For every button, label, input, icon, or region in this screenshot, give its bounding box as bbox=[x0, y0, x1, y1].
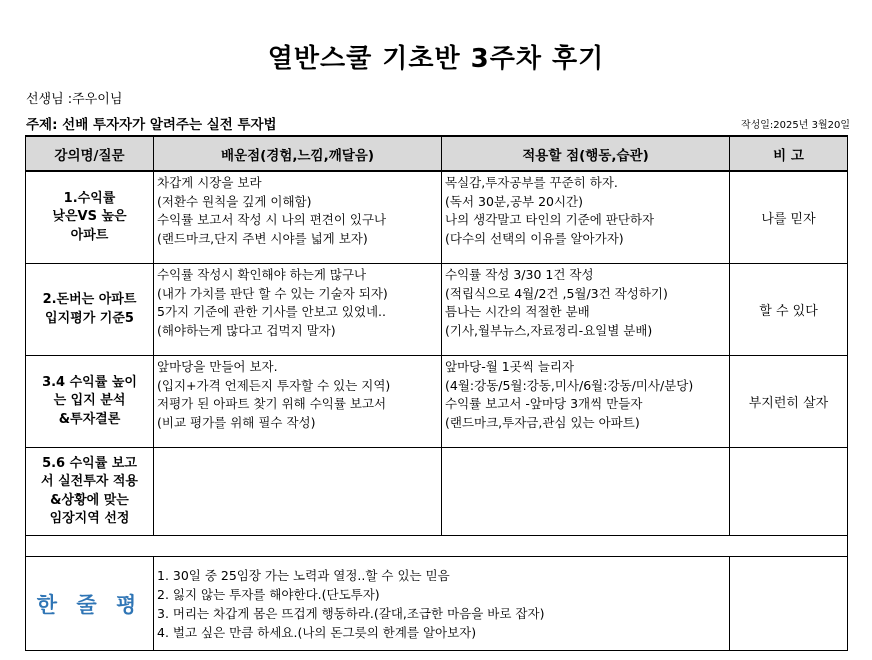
lecture-title-line: 입지평가 기준5 bbox=[45, 310, 134, 326]
learned-line: (비교 평가를 위해 필수 작성) bbox=[157, 414, 316, 430]
lecture-title-line: &상황에 맞는 bbox=[50, 492, 129, 508]
column-header-apply: 적용할 점(행동,습관) bbox=[442, 136, 730, 171]
apply-cell bbox=[442, 171, 730, 264]
summary-line: 1. 30일 중 25임장 가는 노력과 열정..할 수 있는 믿음 bbox=[157, 567, 450, 583]
learned-line: 저평가 된 아파트 찾기 위해 수익률 보고서 bbox=[157, 396, 387, 411]
lecture-title-cell bbox=[26, 171, 154, 264]
spacer-cell bbox=[26, 536, 848, 557]
apply-line: 수익률 보고서 -앞마당 3개씩 만들자 bbox=[445, 396, 643, 411]
learned-cell bbox=[154, 171, 442, 264]
learned-line: 5가지 기준에 관한 기사를 안보고 있었네.. bbox=[157, 304, 386, 319]
summary-line: 4. 벌고 싶은 만큼 하세요.(나의 돈그릇의 한계를 알아보자) bbox=[157, 624, 477, 640]
table-row bbox=[26, 171, 848, 264]
lecture-title-line: 2.돈버는 아파트 bbox=[42, 292, 137, 307]
lecture-title-cell bbox=[26, 356, 154, 448]
learned-line: 차갑게 시장을 보라 bbox=[157, 175, 262, 190]
lecture-title-line: 는 입지 분석 bbox=[53, 393, 126, 409]
note-cell: 부지런히 살자 bbox=[730, 356, 848, 448]
apply-line: (기사,월부뉴스,자료정리-요일별 분배) bbox=[445, 322, 653, 338]
summary-line: 3. 머리는 차갑게 몸은 뜨겁게 행동하라.(갈대,조급한 마음을 바로 잡자) bbox=[157, 605, 545, 621]
note-cell: 나를 믿자 bbox=[730, 171, 848, 264]
lecture-title-line: 아파트 bbox=[70, 227, 109, 243]
learned-line: 앞마당을 만들어 보자. bbox=[157, 359, 278, 374]
lecture-title-line: &투자결론 bbox=[58, 411, 121, 427]
apply-line: (다수의 선택의 이유를 알아가자) bbox=[445, 230, 624, 246]
learned-cell bbox=[154, 264, 442, 356]
summary-note-cell bbox=[730, 557, 848, 651]
learned-line: (해야하는게 많다고 겁먹지 말자) bbox=[157, 322, 336, 338]
learned-cell bbox=[154, 356, 442, 448]
apply-line: 수익률 작성 3/30 1건 작성 bbox=[445, 267, 594, 282]
learned-line: (내가 가치를 판단 할 수 있는 기술자 되자) bbox=[157, 285, 388, 301]
apply-cell bbox=[442, 264, 730, 356]
lecture-title-line: 5.6 수익률 보고 bbox=[42, 455, 137, 471]
apply-cell bbox=[442, 356, 730, 448]
lecture-title-line: 서 실전투자 적용 bbox=[41, 474, 138, 489]
column-header-note: 비 고 bbox=[730, 136, 848, 171]
summary-row bbox=[26, 557, 848, 651]
table-header-row bbox=[26, 136, 848, 171]
learned-line: (저환수 원칙을 깊게 이해함) bbox=[157, 193, 312, 209]
lecture-title-line: 낮은VS 높은 bbox=[52, 209, 127, 225]
lecture-title-line: 임장지역 선정 bbox=[49, 511, 130, 526]
written-date: 작성일:2025년 3월20일 bbox=[740, 120, 850, 131]
summary-line: 2. 잃지 않는 투자를 해야한다.(단도투자) bbox=[157, 586, 380, 602]
note-cell bbox=[730, 448, 848, 536]
lecture-title-cell bbox=[26, 448, 154, 536]
note-cell: 할 수 있다 bbox=[730, 264, 848, 356]
learned-line: 수익률 보고서 작성 시 나의 편견이 있구나 bbox=[157, 212, 387, 227]
apply-line: 앞마당-월 1곳씩 늘리자 bbox=[445, 359, 575, 374]
table-row bbox=[26, 448, 848, 536]
learned-cell bbox=[154, 448, 442, 536]
apply-line: 틈나는 시간의 적절한 분배 bbox=[445, 304, 590, 319]
lecture-title-cell bbox=[26, 264, 154, 356]
apply-line: 목실감,투자공부를 꾸준히 하자. bbox=[445, 175, 618, 190]
column-header-learned: 배운점(경험,느낌,깨달음) bbox=[154, 136, 442, 171]
lecture-title-line: 3.4 수익률 높이 bbox=[42, 374, 137, 390]
apply-line: (랜드마크,투자금,관심 있는 아파트) bbox=[445, 414, 640, 430]
apply-cell bbox=[442, 448, 730, 536]
learned-line: (랜드마크,단지 주변 시야를 넓게 보자) bbox=[157, 230, 368, 246]
spacer-row bbox=[26, 536, 848, 557]
teacher-name: 선생님 :주우이님 bbox=[26, 92, 123, 107]
apply-line: (4월:강동/5월:강동,미사/6월:강동/미사/분당) bbox=[445, 377, 694, 393]
review-table bbox=[25, 135, 848, 651]
apply-line: 나의 생각말고 타인의 기준에 판단하자 bbox=[445, 212, 655, 227]
apply-line: (독서 30분,공부 20시간) bbox=[445, 193, 584, 209]
summary-text-cell bbox=[154, 557, 730, 651]
table-row bbox=[26, 356, 848, 448]
learned-line: (입지+가격 언제든지 투자할 수 있는 지역) bbox=[157, 377, 391, 393]
subject-line: 주제: 선배 투자자가 알려주는 실전 투자법 bbox=[26, 117, 277, 133]
lecture-title-line: 1.수익률 bbox=[63, 190, 116, 206]
column-header-lecture: 강의명/질문 bbox=[26, 136, 154, 171]
summary-label: 한 줄 평 bbox=[26, 557, 154, 651]
apply-line: (적립식으로 4월/2건 ,5월/3건 작성하기) bbox=[445, 285, 668, 301]
table-row bbox=[26, 264, 848, 356]
learned-line: 수익률 작성시 확인해야 하는게 많구나 bbox=[157, 267, 367, 282]
page-title: 열반스쿨 기초반 3주차 후기 bbox=[267, 44, 605, 74]
